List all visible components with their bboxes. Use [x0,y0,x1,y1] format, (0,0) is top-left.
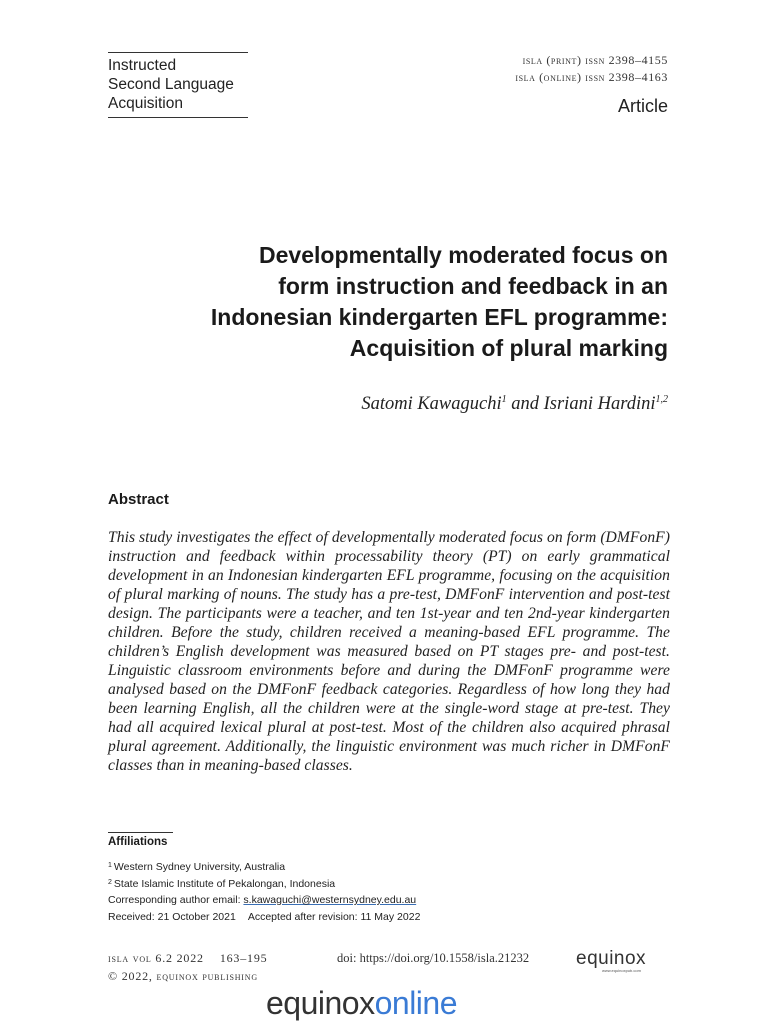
equinox-url-text: www.equinoxpub.com [602,968,641,973]
title-line: Indonesian kindergarten EFL programme: [210,304,668,330]
footer-citation [108,949,267,985]
issn-print: isla (print) issn 2398–4155 [522,53,668,67]
corresponding-author [108,892,608,908]
received-date: Received: 21 October 2021 [108,911,236,923]
online-wordmark: online [374,985,457,1021]
issn-block [515,52,668,117]
issn-online: isla (online) issn 2398–4163 [515,70,668,84]
affiliations-heading: Affiliations [108,836,168,848]
title-line: Acquisition of plural marking [349,335,668,361]
journal-bottom-rule [108,117,248,118]
page-range: 163–195 [219,951,268,965]
author-1-affiliation: 1 [501,394,507,405]
equinox-logo-text: equinox [576,948,647,969]
affiliation-number: 1 [108,862,112,869]
equinoxonline-logo [262,984,512,1024]
author-connector: and [506,394,544,414]
author-1: Satomi Kawaguchi [361,394,502,414]
affiliation-item [108,875,608,892]
equinox-logo [576,946,672,974]
abstract-text: This study investigates the effect of developmentally moderated focus on form (DMFonF) instruction and feedback within processability theory (PT) on early grammatical development in an Indonesian kindergarten EFL programme, focusing on the acquisition of plural marking of nouns. The study has a pre-test, DMFonF intervention and post-test design. The participants were a teacher, and ten 1st-year and ten 2nd-year kindergarten children. Before the study, children received a meaning-based EFL programme. The children’s English development was measured based on PT stages pre- and post-test. Linguistic classroom environments before and during the DMFonF programme were analysed based on the DMFonF feedback categories. Regardless of how long they had been learning English, all the children were at the single-word stage at pre-test. They had all acquired lexical plural at post-test. Most of the children also acquired phrasal plural agreement. Additionally, the linguistic environment was much richer in DMFonF classes than in meaning-based classes. [108,529,670,774]
volume-line [108,949,267,967]
affiliation-number: 2 [108,879,112,886]
title-line: form instruction and feedback in an [278,273,668,299]
abstract-heading: Abstract [108,491,169,508]
copyright: © 2022, equinox publishing [108,969,258,983]
title-line: Developmentally moderated focus on [259,242,668,268]
author-2: Isriani Hardini [543,394,656,414]
volume-info: isla vol 6.2 2022 [108,951,204,965]
article-dates [108,911,420,923]
affiliation-item [108,858,608,875]
affiliation-text: State Islamic Institute of Pekalongan, Indonesia [113,878,336,890]
journal-name-block [108,52,248,118]
equinox-wordmark: equinox [266,985,375,1021]
affiliations-list [108,858,608,908]
doi-link[interactable]: doi: https://doi.org/10.1558/isla.21232 [337,951,530,965]
article-type: Article [617,96,668,116]
article-title [148,240,668,364]
corresponding-email-link[interactable]: s.kawaguchi@westernsydney.edu.au [243,894,417,906]
accepted-date: Accepted after revision: 11 May 2022 [247,911,421,923]
corresponding-label: Corresponding author email: [108,894,244,906]
affiliation-text: Western Sydney University, Australia [113,861,286,873]
journal-name: Instructed Second Language Acquisition [108,57,234,112]
svg-text:equinoxonline [266,985,457,1021]
author-2-affiliation: 1,2 [655,394,668,405]
affiliations-rule [108,832,173,833]
authors [361,394,668,415]
